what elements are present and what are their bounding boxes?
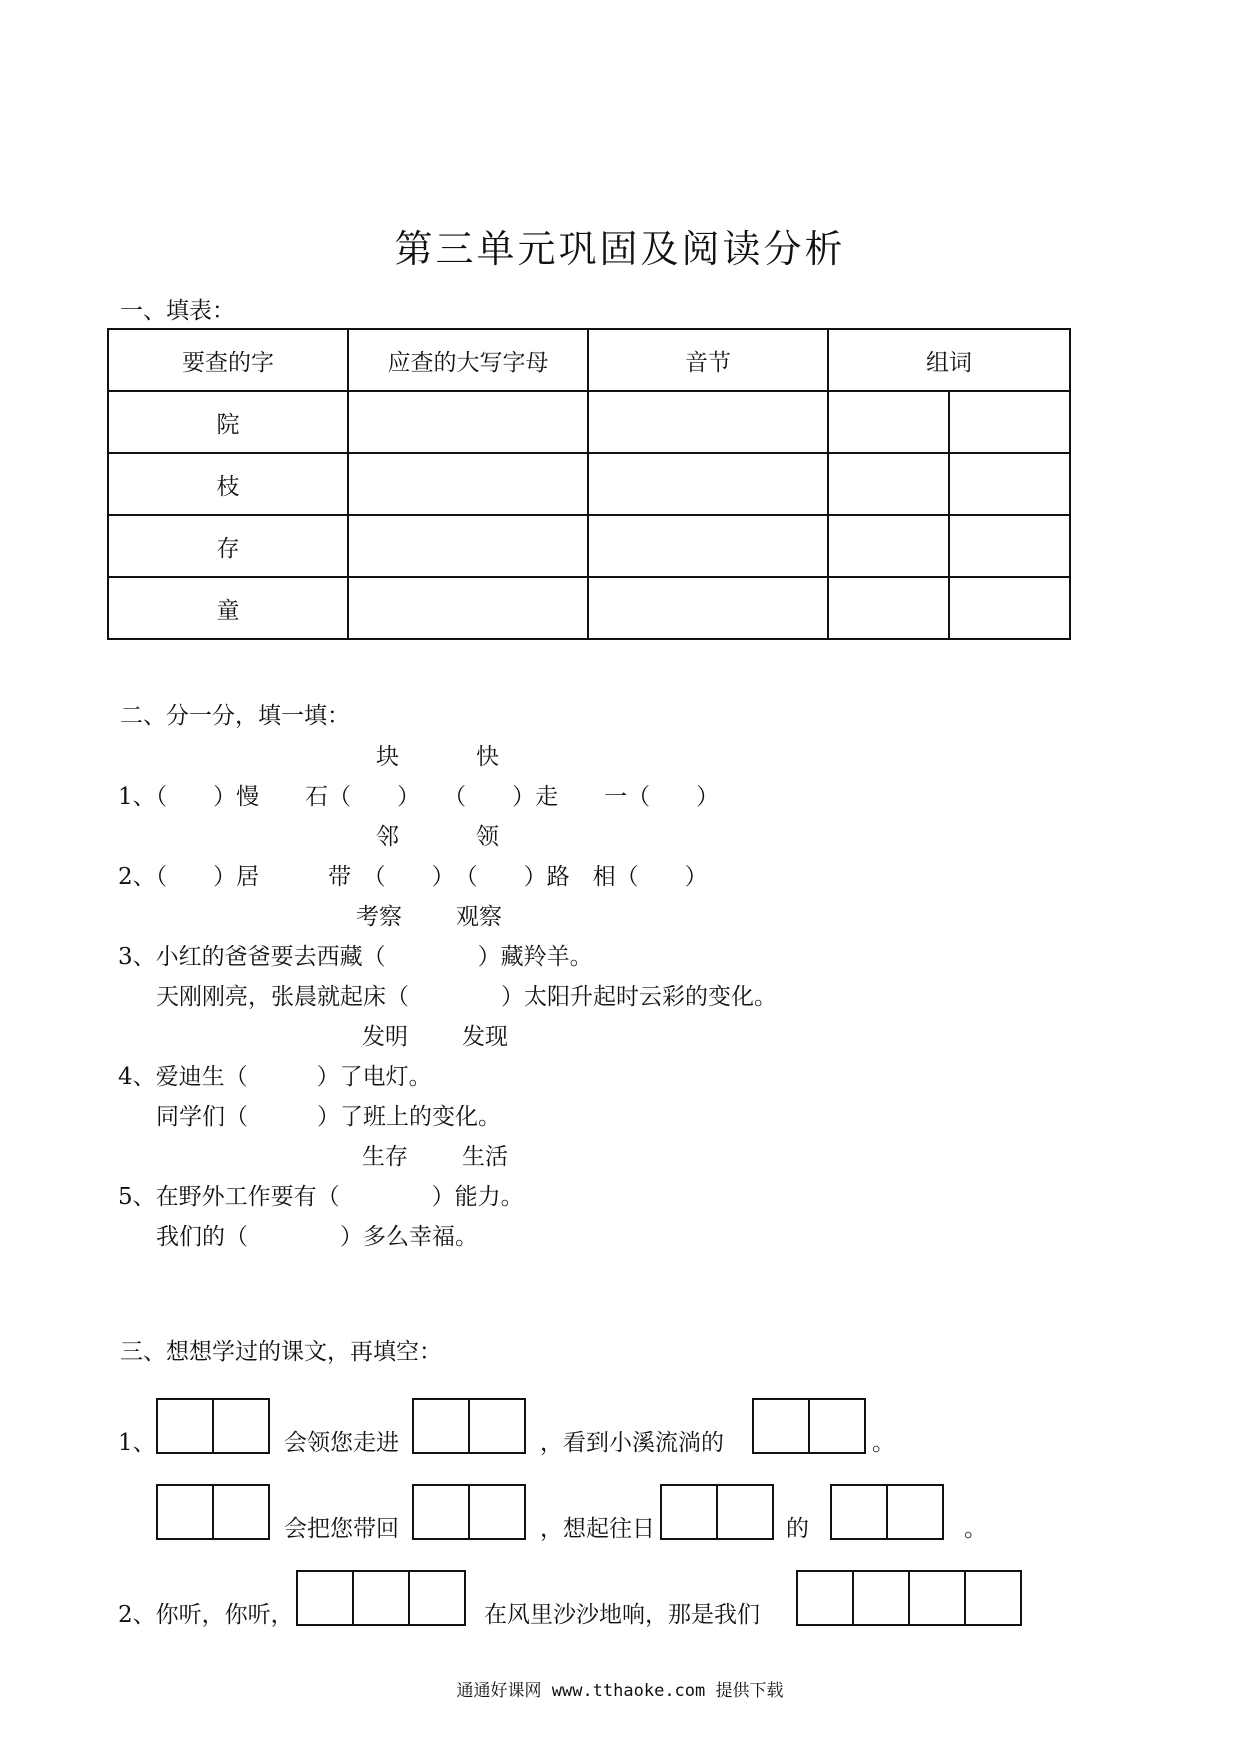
header-cell: 要查的字	[108, 329, 348, 391]
word-choice: 生活	[462, 1144, 508, 1170]
word-choice: 生存	[362, 1144, 408, 1170]
char-cell: 枝	[108, 453, 348, 515]
question-number: 1、	[118, 1430, 156, 1456]
word-choice: 领	[476, 824, 499, 850]
blank-cell[interactable]	[828, 453, 949, 515]
answer-boxes[interactable]	[156, 1398, 268, 1454]
blank-cell[interactable]	[588, 577, 828, 639]
blank-cell[interactable]	[348, 391, 588, 453]
blank-cell[interactable]	[828, 577, 949, 639]
exercise-line: 同学们（ ）了班上的变化。	[156, 1104, 501, 1130]
exercise-line: 3、小红的爸爸要去西藏（ ）藏羚羊。	[118, 944, 593, 970]
footer-text: 通通好课网 www.tthaoke.com 提供下载	[456, 1681, 784, 1701]
answer-boxes[interactable]	[412, 1398, 524, 1454]
exercise-line: 4、爱迪生（ ）了电灯。	[118, 1064, 432, 1090]
exercise-text: 会把您带回	[284, 1516, 399, 1542]
word-choice: 邻	[376, 824, 399, 850]
word-choice: 块	[376, 744, 399, 770]
exercise-line: 我们的（ ）多么幸福。	[156, 1224, 478, 1250]
blank-cell[interactable]	[588, 391, 828, 453]
blank-cell[interactable]	[949, 391, 1070, 453]
header-cell: 音节	[588, 329, 828, 391]
table-row	[108, 391, 1070, 453]
table-row	[108, 453, 1070, 515]
table-row	[108, 577, 1070, 639]
exercise-line: 2、（ ）居 带 （ ） （ ）路 相（ ）	[118, 864, 708, 890]
blank-cell[interactable]	[588, 515, 828, 577]
blank-cell[interactable]	[949, 515, 1070, 577]
char-cell: 童	[108, 577, 348, 639]
answer-boxes[interactable]	[660, 1484, 772, 1540]
blank-cell[interactable]	[949, 577, 1070, 639]
exercise-text: 会领您走进	[284, 1430, 399, 1456]
blank-cell[interactable]	[588, 453, 828, 515]
answer-boxes[interactable]	[830, 1484, 942, 1540]
char-cell: 院	[108, 391, 348, 453]
word-choice: 快	[476, 744, 499, 770]
word-choice: 观察	[456, 904, 502, 930]
exercise-text: ，想起往日	[540, 1516, 655, 1542]
page-title: 第三单元巩固及阅读分析	[394, 227, 846, 271]
answer-boxes[interactable]	[412, 1484, 524, 1540]
char-cell: 存	[108, 515, 348, 577]
answer-boxes[interactable]	[796, 1570, 1020, 1626]
exercise-line: 天刚刚亮，张晨就起床（ ）太阳升起时云彩的变化。	[156, 984, 777, 1010]
blank-cell[interactable]	[348, 577, 588, 639]
blank-cell[interactable]	[348, 515, 588, 577]
answer-boxes[interactable]	[752, 1398, 864, 1454]
exercise-text: 在风里沙沙地响，那是我们	[484, 1602, 760, 1628]
answer-boxes[interactable]	[156, 1484, 268, 1540]
table-row	[108, 515, 1070, 577]
exercise-line: 1、（ ）慢 石（ ） （ ）走 一（ ）	[118, 784, 720, 810]
exercise-text: 。	[964, 1516, 987, 1542]
section-2-heading: 二、分一分，填一填：	[120, 703, 350, 729]
word-choice: 考察	[356, 904, 402, 930]
fill-table	[107, 328, 1071, 640]
exercise-text: 。	[872, 1430, 895, 1456]
exercise-line: 5、在野外工作要有（ ）能力。	[118, 1184, 524, 1210]
exercise-text: 的	[786, 1516, 809, 1542]
section-3-heading: 三、想想学过的课文，再填空：	[120, 1339, 442, 1365]
word-choice: 发明	[362, 1024, 408, 1050]
exercise-text: 2、你听，你听，	[118, 1602, 294, 1628]
section-1-heading: 一、填表：	[120, 298, 235, 324]
blank-cell[interactable]	[949, 453, 1070, 515]
table-header-row	[108, 329, 1070, 391]
blank-cell[interactable]	[828, 391, 949, 453]
blank-cell[interactable]	[828, 515, 949, 577]
exercise-text: ，看到小溪流淌的	[540, 1430, 724, 1456]
blank-cell[interactable]	[348, 453, 588, 515]
header-cell: 组词	[828, 329, 1070, 391]
header-cell: 应查的大写字母	[348, 329, 588, 391]
answer-boxes[interactable]	[296, 1570, 464, 1626]
word-choice: 发现	[462, 1024, 508, 1050]
